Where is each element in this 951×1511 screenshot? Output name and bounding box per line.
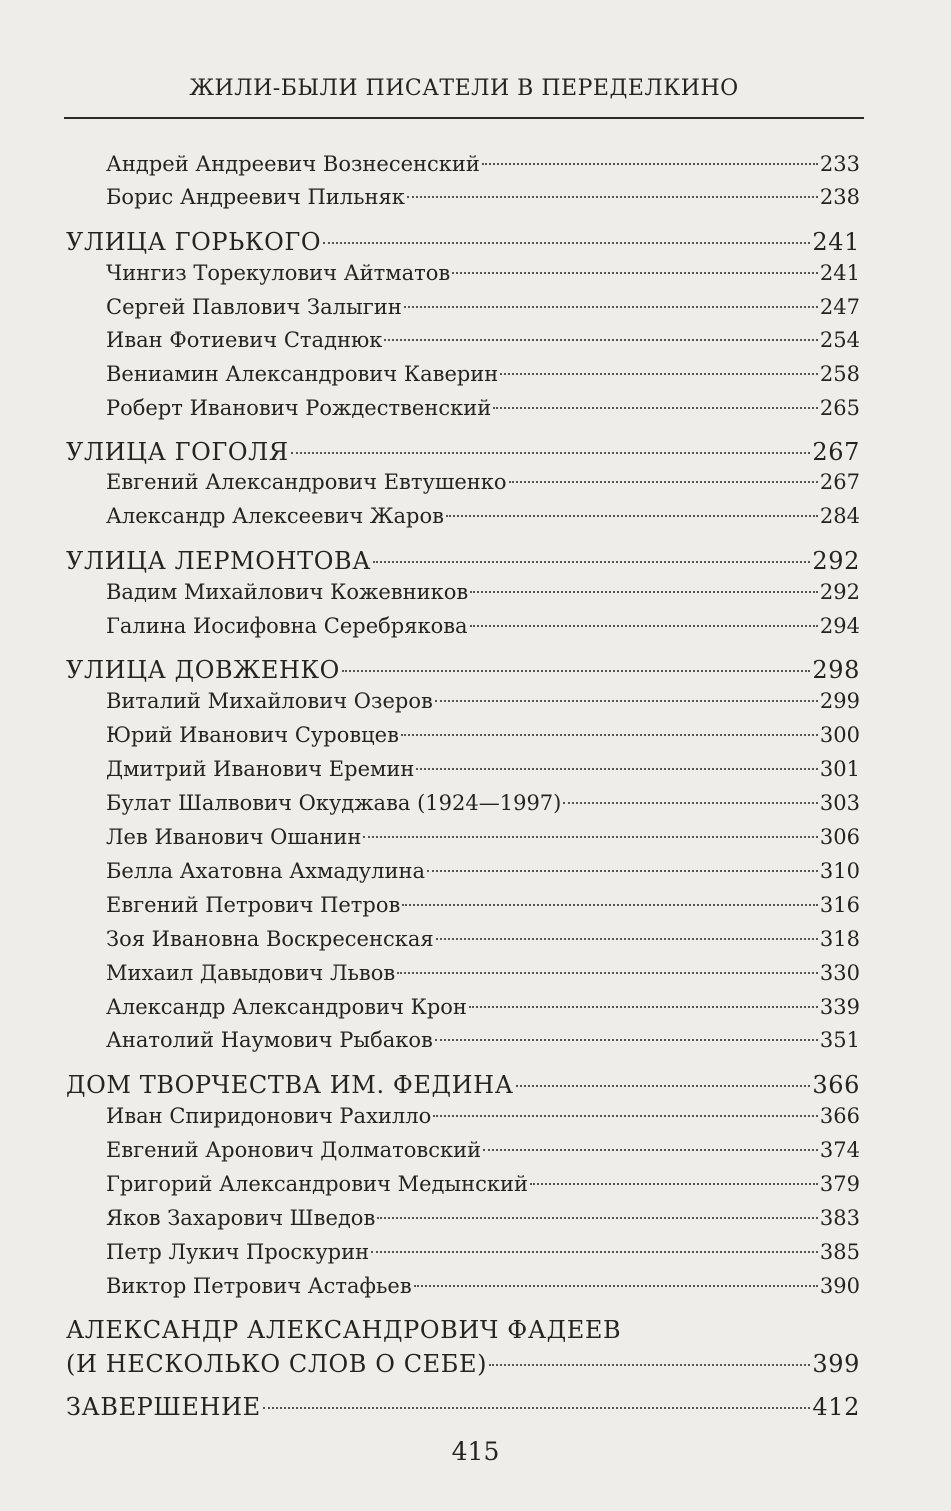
toc-page-number: 267 <box>819 470 860 494</box>
toc-page-number: 366 <box>812 1071 860 1099</box>
toc-entry-title: Яков Захарович Шведов <box>106 1206 376 1230</box>
toc-page-number: 292 <box>812 547 860 575</box>
toc-entry-title: ЗАВЕРШЕНИЕ <box>66 1393 261 1421</box>
toc-entry-title: УЛИЦА ГОГОЛЯ <box>66 438 289 466</box>
toc-entry-title: Борис Андреевич Пильняк <box>106 185 405 209</box>
toc-page-number: 385 <box>819 1240 860 1264</box>
toc-section-entry <box>66 1316 860 1344</box>
toc-leader-dots <box>436 938 818 940</box>
toc-entry-title: Галина Иосифовна Серебрякова <box>106 614 468 638</box>
toc-entry <box>106 504 860 528</box>
toc-page-number: 247 <box>819 295 860 319</box>
toc-leader-dots <box>500 373 818 375</box>
toc-entry-title: Петр Лукич Проскурин <box>106 1240 370 1264</box>
toc-entry-title: Иван Фотиевич Стаднюк <box>106 328 383 352</box>
toc-leader-dots <box>516 1085 811 1087</box>
toc-page-number: 299 <box>819 689 860 713</box>
toc-entry-title: Белла Ахатовна Ахмадулина <box>106 859 426 883</box>
toc-leader-dots <box>371 1251 818 1253</box>
toc-entry-title: Евгений Петрович Петров <box>106 893 401 917</box>
toc-entry <box>106 261 860 285</box>
toc-entry-title: АЛЕКСАНДР АЛЕКСАНДРОВИЧ ФАДЕЕВ <box>66 1316 622 1344</box>
toc-section-entry <box>66 1393 860 1421</box>
toc-entry <box>106 152 860 176</box>
toc-page-number: 390 <box>819 1274 860 1298</box>
toc-section-entry <box>66 547 860 575</box>
toc-page-number: 241 <box>819 261 860 285</box>
toc-entry-title: УЛИЦА ГОРЬКОГО <box>66 228 322 256</box>
toc-leader-dots <box>446 515 818 517</box>
toc-page-number: 284 <box>819 504 860 528</box>
toc-leader-dots <box>470 625 818 627</box>
toc-page-number: 310 <box>819 859 860 883</box>
toc-page-number: 330 <box>819 961 860 985</box>
toc-leader-dots <box>433 1115 818 1117</box>
toc-leader-dots <box>414 1285 818 1287</box>
toc-entry-title: Зоя Ивановна Воскресенская <box>106 927 434 951</box>
toc-page-number: 318 <box>819 927 860 951</box>
toc-page-number: 233 <box>819 152 860 176</box>
toc-entry-title: Юрий Иванович Суровцев <box>106 723 399 747</box>
toc-entry <box>106 185 860 209</box>
toc-page-number: 258 <box>819 362 860 386</box>
toc-leader-dots <box>407 196 818 198</box>
toc-page-number: 267 <box>812 438 860 466</box>
toc-leader-dots <box>263 1407 811 1409</box>
toc-leader-dots <box>452 272 818 274</box>
toc-entry-title: Евгений Аронович Долматовский <box>106 1138 482 1162</box>
toc-entry-title: Чингиз Торекулович Айтматов <box>106 261 451 285</box>
toc-leader-dots <box>469 1006 818 1008</box>
toc-section-entry <box>66 438 860 466</box>
toc-page-number: 412 <box>812 1393 860 1421</box>
toc-entry <box>106 825 860 849</box>
toc-leader-dots <box>530 1183 818 1185</box>
toc-page-number: 374 <box>819 1138 860 1162</box>
toc-entry <box>106 1206 860 1230</box>
toc-entry-title: Александр Александрович Крон <box>106 995 467 1019</box>
toc-entry <box>106 396 860 420</box>
toc-entry-title: ДОМ ТВОРЧЕСТВА ИМ. ФЕДИНА <box>66 1071 514 1099</box>
toc-leader-dots <box>563 802 818 804</box>
toc-entry-title: Дмитрий Иванович Еремин <box>106 757 415 781</box>
toc-entry-title: Вениамин Александрович Каверин <box>106 362 499 386</box>
toc-page-number: 301 <box>819 757 860 781</box>
toc-page-number: 238 <box>819 185 860 209</box>
toc-section-entry <box>66 228 860 256</box>
toc-leader-dots <box>397 972 818 974</box>
toc-page-number: 351 <box>819 1028 860 1052</box>
toc-entry <box>106 859 860 883</box>
toc-entry-title: Андрей Андреевич Вознесенский <box>106 152 480 176</box>
toc-entry-title: УЛИЦА ЛЕРМОНТОВА <box>66 547 372 575</box>
toc-page-number: 292 <box>819 580 860 604</box>
toc-entry <box>106 1104 860 1128</box>
toc-entry <box>106 328 860 352</box>
toc-entry-title: Иван Спиридонович Рахилло <box>106 1104 432 1128</box>
toc-entry <box>106 689 860 713</box>
toc-entry-title: Григорий Александрович Медынский <box>106 1172 529 1196</box>
toc-entry-title: Анатолий Наумович Рыбаков <box>106 1028 433 1052</box>
toc-entry-title: Роберт Иванович Рождественский <box>106 396 492 420</box>
toc-page-number: 339 <box>819 995 860 1019</box>
toc-entry-title: Евгений Александрович Евтушенко <box>106 470 507 494</box>
toc-entry <box>106 1138 860 1162</box>
toc-leader-dots <box>363 836 818 838</box>
toc-leader-dots <box>509 481 818 483</box>
toc-leader-dots <box>483 1149 818 1151</box>
toc-entry <box>106 723 860 747</box>
toc-leader-dots <box>482 163 818 165</box>
toc-leader-dots <box>416 768 818 770</box>
toc-entry-title: Булат Шалвович Окуджава (1924—1997) <box>106 791 562 815</box>
toc-page-number: 300 <box>819 723 860 747</box>
toc-leader-dots <box>435 700 818 702</box>
toc-entry-title: (И НЕСКОЛЬКО СЛОВ О СЕБЕ) <box>66 1350 488 1378</box>
toc-entry <box>106 995 860 1019</box>
toc-leader-dots <box>373 561 810 563</box>
toc-page-number: 366 <box>819 1104 860 1128</box>
toc-entry <box>106 470 860 494</box>
toc-entry-title: Михаил Давыдович Львов <box>106 961 396 985</box>
toc-leader-dots <box>404 306 818 308</box>
toc-entry <box>106 295 860 319</box>
toc-leader-dots <box>377 1217 818 1219</box>
toc-leader-dots <box>470 591 818 593</box>
running-head: ЖИЛИ-БЫЛИ ПИСАТЕЛИ В ПЕРЕДЕЛКИНО <box>189 76 739 101</box>
toc-leader-dots <box>402 904 818 906</box>
toc-entry <box>106 1172 860 1196</box>
toc-entry <box>106 1028 860 1052</box>
toc-page-number: 294 <box>819 614 860 638</box>
toc-entry <box>106 961 860 985</box>
toc-leader-dots <box>323 242 810 244</box>
toc-entry-title: УЛИЦА ДОВЖЕНКО <box>66 656 340 684</box>
toc-page-number: 303 <box>819 791 860 815</box>
toc-entry <box>106 614 860 638</box>
toc-leader-dots <box>342 670 810 672</box>
toc-entry <box>106 1274 860 1298</box>
toc-page-number: 383 <box>819 1206 860 1230</box>
toc-entry <box>106 362 860 386</box>
toc-entry-title: Сергей Павлович Залыгин <box>106 295 402 319</box>
toc-leader-dots <box>493 407 818 409</box>
toc-page-number: 298 <box>812 656 860 684</box>
toc-section-entry <box>66 656 860 684</box>
toc-page-number: 306 <box>819 825 860 849</box>
toc-page-number: 254 <box>819 328 860 352</box>
toc-entry <box>106 1240 860 1264</box>
toc-entry <box>106 580 860 604</box>
toc-entry-title: Виталий Михайлович Озеров <box>106 689 433 713</box>
toc-leader-dots <box>401 734 818 736</box>
toc-page-number: 265 <box>819 396 860 420</box>
toc-section-entry <box>66 1071 860 1099</box>
toc-entry-title: Виктор Петрович Астафьев <box>106 1274 412 1298</box>
toc-entry-title: Лев Иванович Ошанин <box>106 825 362 849</box>
toc-entry <box>106 927 860 951</box>
toc-entry-title: Александр Алексеевич Жаров <box>106 504 444 528</box>
toc-page-number: 399 <box>812 1350 860 1378</box>
toc-entry <box>106 893 860 917</box>
toc-leader-dots <box>384 339 818 341</box>
toc-leader-dots <box>427 870 818 872</box>
toc-page-number: 241 <box>812 228 860 256</box>
toc-entry <box>106 791 860 815</box>
toc-section-entry <box>66 1350 860 1378</box>
page-number: 415 <box>451 1437 500 1466</box>
toc-leader-dots <box>435 1039 818 1041</box>
toc-page-number: 316 <box>819 893 860 917</box>
toc-entry <box>106 757 860 781</box>
toc-leader-dots <box>291 452 811 454</box>
toc-page-number: 379 <box>819 1172 860 1196</box>
toc-entry-title: Вадим Михайлович Кожевников <box>106 580 469 604</box>
toc-leader-dots <box>489 1364 810 1366</box>
